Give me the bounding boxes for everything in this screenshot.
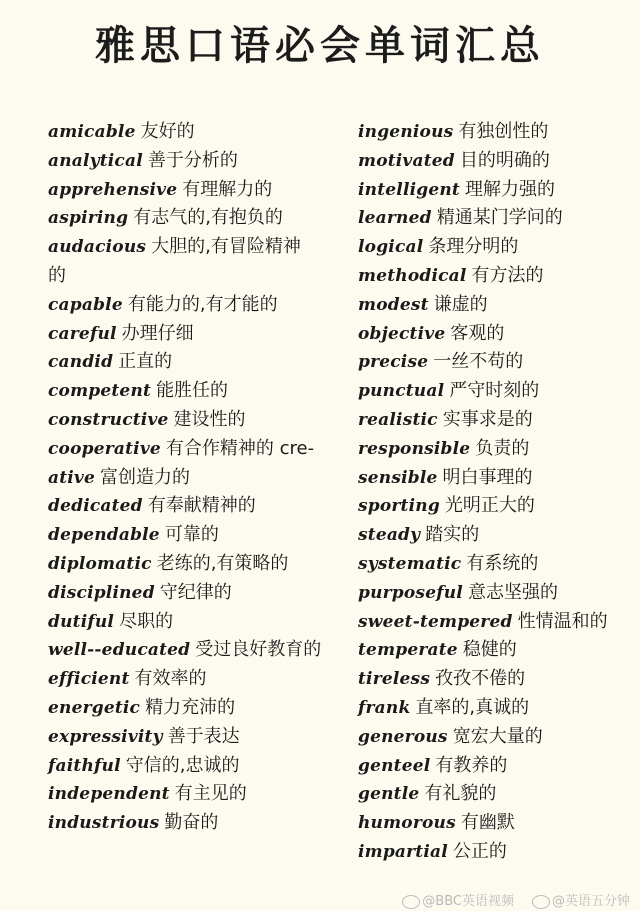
english-word: impartial (358, 841, 448, 862)
vocab-entry (48, 723, 353, 752)
english-word: humorous (358, 813, 456, 834)
vocab-entry (48, 147, 353, 176)
chinese-meaning: 理解力强的 (464, 178, 555, 200)
english-word: steady (358, 525, 421, 546)
vocab-entry (358, 291, 628, 320)
chinese-meaning: 勤奋的 (164, 812, 219, 834)
chinese-meaning: 办理仔细 (121, 322, 194, 344)
chinese-meaning: 精力充沛的 (145, 696, 236, 718)
english-word: capable (48, 294, 123, 315)
chinese-meaning: 的 (48, 264, 66, 286)
english-word: intelligent (358, 179, 460, 200)
right-word-column (358, 118, 628, 867)
vocab-entry (358, 406, 628, 435)
english-word: gentle (358, 784, 420, 805)
chinese-meaning: 一丝不苟的 (433, 351, 524, 373)
chinese-meaning: 有独创性的 (458, 121, 549, 142)
vocab-entry (48, 492, 353, 521)
vocab-entry (48, 780, 353, 809)
english-word: genteel (358, 755, 431, 776)
chinese-meaning: 实事求是的 (442, 408, 533, 430)
vocab-entry (48, 694, 353, 723)
chinese-meaning: 能胜任的 (156, 380, 229, 402)
chinese-meaning: 公正的 (452, 840, 507, 862)
watermark-2-text: @英语五分钟 (551, 894, 630, 909)
vocab-entry (48, 550, 353, 579)
chinese-meaning: 严守时刻的 (449, 380, 540, 402)
chinese-meaning: 有教养的 (435, 754, 508, 776)
chinese-meaning: 稳健的 (462, 639, 517, 661)
chinese-meaning: 意志坚强的 (467, 581, 558, 603)
vocab-entry (48, 377, 353, 406)
english-word: aspiring (48, 208, 129, 229)
vocab-entry (358, 320, 628, 349)
chinese-meaning: 富创造力的 (100, 466, 191, 488)
chinese-meaning: 明白事理的 (442, 466, 533, 488)
chinese-meaning: 守信的,忠诚的 (125, 754, 240, 776)
english-word: dedicated (48, 496, 143, 517)
english-word: well--educated (48, 640, 191, 661)
vocab-entry (358, 204, 628, 233)
english-word: precise (358, 352, 429, 373)
english-word: independent (48, 784, 170, 805)
english-word: efficient (48, 669, 130, 690)
vocab-entry (358, 521, 628, 550)
chinese-meaning: 善于表达 (167, 725, 240, 747)
left-word-column (48, 118, 353, 838)
english-word: dutiful (48, 611, 115, 632)
vocab-entry (48, 204, 353, 233)
english-word: audacious (48, 237, 147, 258)
english-word: expressivity (48, 726, 163, 747)
vocab-entry (48, 464, 353, 493)
english-word: disciplined (48, 582, 155, 603)
watermark-1 (402, 890, 514, 909)
vocab-entry (48, 636, 353, 665)
english-word: diplomatic (48, 553, 152, 574)
vocab-entry (358, 579, 628, 608)
chinese-meaning: 有礼貌的 (424, 783, 497, 805)
english-word: ingenious (358, 122, 454, 142)
vocab-entry (358, 464, 628, 493)
vocab-entry (358, 176, 628, 205)
english-word: sporting (358, 496, 440, 517)
english-word: apprehensive (48, 179, 178, 200)
chinese-meaning: 建设性的 (173, 408, 246, 430)
vocab-entry (48, 579, 353, 608)
english-word: amicable (48, 122, 136, 142)
english-word: constructive (48, 409, 169, 430)
vocab-entry (48, 320, 353, 349)
vocab-entry (48, 406, 353, 435)
vocab-entry (48, 118, 353, 147)
chinese-meaning: 正直的 (118, 351, 173, 373)
english-word: sensible (358, 467, 438, 488)
vocab-entry (358, 780, 628, 809)
chinese-meaning: 宽宏大量的 (452, 725, 543, 747)
english-word: cooperative (48, 438, 161, 459)
vocab-entry (358, 377, 628, 406)
chinese-meaning: 尽职的 (119, 610, 174, 632)
english-word: punctual (358, 381, 445, 402)
english-word: modest (358, 294, 429, 315)
vocab-entry (358, 233, 628, 262)
chinese-meaning: 守纪律的 (159, 581, 232, 603)
english-word: methodical (358, 265, 467, 286)
vocab-entry (48, 233, 353, 262)
chinese-meaning: 孜孜不倦的 (435, 668, 526, 690)
vocab-entry (358, 665, 628, 694)
chinese-meaning: 可靠的 (164, 524, 219, 546)
english-word: objective (358, 323, 446, 344)
english-word: purposeful (358, 582, 463, 603)
watermark-2 (532, 890, 630, 909)
vocab-entry (48, 176, 353, 205)
chinese-meaning: 有主见的 (174, 783, 247, 805)
chinese-meaning: 有合作精神的 cre- (165, 437, 315, 459)
vocab-entry (48, 348, 353, 377)
vocab-entry (48, 521, 353, 550)
vocab-entry (358, 723, 628, 752)
english-word: systematic (358, 553, 462, 574)
chinese-meaning: 谦虚的 (433, 293, 488, 315)
vocab-entry (358, 838, 628, 867)
vocab-entry (358, 809, 628, 838)
vocab-entry (48, 262, 353, 291)
vocab-entry (358, 435, 628, 464)
vocab-entry (358, 492, 628, 521)
chinese-meaning: 目的明确的 (459, 149, 550, 171)
vocab-entry (358, 550, 628, 579)
chinese-meaning: 性情温和的 (517, 610, 608, 632)
english-word: industrious (48, 813, 160, 834)
vocab-entry (48, 291, 353, 320)
english-word: motivated (358, 150, 455, 171)
english-word: responsible (358, 438, 471, 459)
chinese-meaning: 有效率的 (134, 668, 207, 690)
english-word: learned (358, 208, 432, 229)
vocab-entry (48, 809, 353, 838)
weibo-icon (402, 895, 420, 909)
chinese-meaning: 有幽默 (460, 812, 515, 834)
english-word: careful (48, 323, 117, 344)
chinese-meaning: 踏实的 (425, 524, 480, 546)
chinese-meaning: 负责的 (475, 437, 530, 459)
english-word: ative (48, 467, 96, 488)
chinese-meaning: 有志气的,有抱负的 (133, 207, 283, 229)
vocab-entry (358, 118, 628, 147)
chinese-meaning: 精通某门学问的 (436, 207, 563, 229)
english-word: faithful (48, 755, 121, 776)
vocab-entry (358, 348, 628, 377)
chinese-meaning: 受过良好教育的 (195, 639, 322, 661)
english-word: temperate (358, 640, 458, 661)
chinese-meaning: 善于分析的 (147, 149, 238, 171)
english-word: tireless (358, 669, 431, 690)
english-word: realistic (358, 409, 438, 430)
english-word: energetic (48, 697, 141, 718)
chinese-meaning: 客观的 (450, 322, 505, 344)
chinese-meaning: 有能力的,有才能的 (127, 293, 278, 315)
chinese-meaning: 条理分明的 (428, 236, 519, 258)
vocab-entry (358, 636, 628, 665)
weibo-icon (532, 895, 550, 909)
vocab-entry (48, 608, 353, 637)
vocab-entry (358, 262, 628, 291)
english-word: dependable (48, 525, 160, 546)
vocab-entry (48, 752, 353, 781)
page-title: 雅思口语必会单词汇总 (95, 23, 545, 69)
chinese-meaning: 光明正大的 (444, 495, 535, 517)
english-word: generous (358, 726, 448, 747)
vocab-entry (48, 665, 353, 694)
english-word: sweet-tempered (358, 611, 513, 632)
watermark-area (402, 890, 630, 909)
vocab-entry (358, 608, 628, 637)
chinese-meaning: 有系统的 (466, 552, 539, 574)
vocab-entry (358, 752, 628, 781)
chinese-meaning: 大胆的,有冒险精神 (151, 236, 301, 258)
english-word: competent (48, 381, 152, 402)
english-word: analytical (48, 150, 143, 171)
watermark-1-text: @BBC英语视频 (422, 894, 514, 909)
english-word: frank (358, 697, 411, 718)
vocab-entry (358, 694, 628, 723)
chinese-meaning: 老练的,有策略的 (156, 552, 289, 574)
english-word: candid (48, 352, 114, 373)
chinese-meaning: 有理解力的 (182, 178, 273, 200)
chinese-meaning: 有奉献精神的 (147, 495, 256, 517)
chinese-meaning: 友好的 (140, 121, 195, 142)
chinese-meaning: 直率的,真诚的 (415, 696, 530, 718)
english-word: logical (358, 237, 424, 258)
chinese-meaning: 有方法的 (471, 264, 544, 286)
vocab-entry (358, 147, 628, 176)
vocab-entry (48, 435, 353, 464)
